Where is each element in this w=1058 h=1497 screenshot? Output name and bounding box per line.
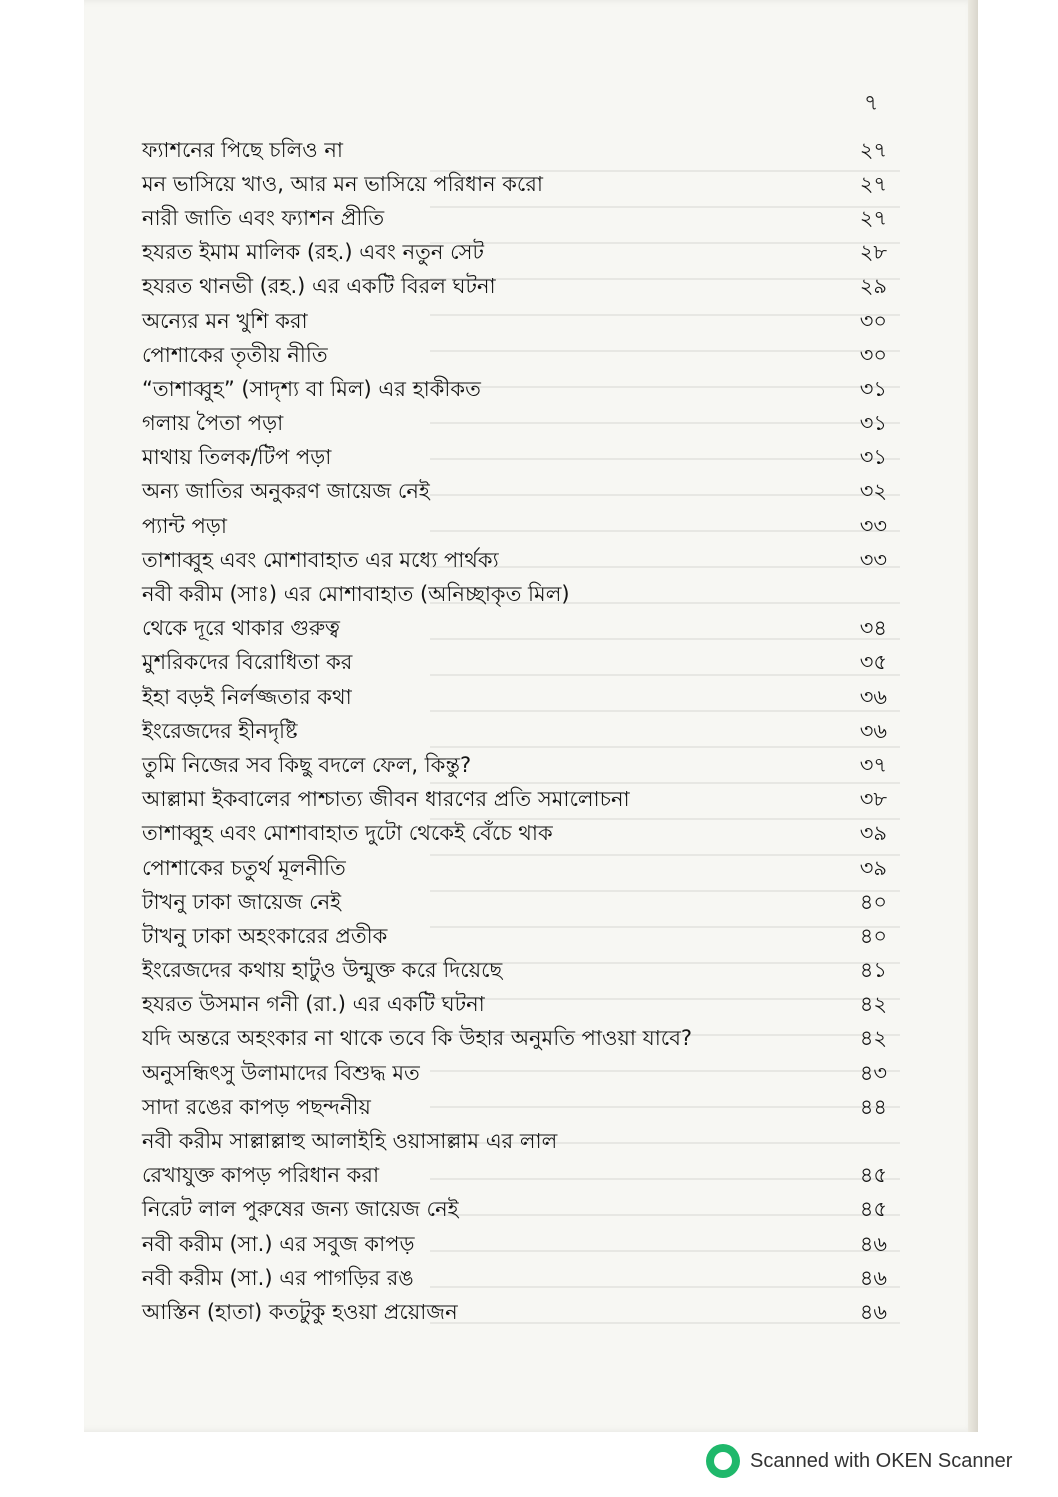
toc-entry-title: রেখাযুক্ত কাপড় পরিধান করা xyxy=(142,1163,380,1188)
toc-entry-title: নারী জাতি এবং ফ্যাশন প্রীতি xyxy=(142,205,385,230)
toc-entry xyxy=(142,749,887,783)
toc-entry-title: নবী করীম সাল্লাল্লাহু আলাইহি ওয়াসাল্লাম এর লাল xyxy=(142,1129,558,1154)
toc-entry-page-number: ৪২ xyxy=(859,992,887,1017)
toc-entry-page-number: ৩৫ xyxy=(859,650,887,675)
oken-scanner-logo-icon xyxy=(706,1444,740,1478)
toc-entry-page-number: ৩৩ xyxy=(859,547,887,572)
toc-entry-page-number: ৪৫ xyxy=(859,1197,887,1222)
toc-entry-title: ইংরেজদের হীনদৃষ্টি xyxy=(142,718,298,743)
toc-entry-page-number: ৩০ xyxy=(859,342,887,367)
toc-entry-title: আস্তিন (হাতা) কতটুকু হওয়া প্রয়োজন xyxy=(142,1299,458,1324)
toc-entry xyxy=(142,1057,887,1091)
toc-entry xyxy=(142,920,887,954)
scanner-watermark xyxy=(706,1444,1012,1478)
toc-entry xyxy=(142,681,887,715)
toc-entry-page-number: ৪০ xyxy=(859,889,887,914)
toc-entry-page-number: ৩৩ xyxy=(859,513,887,538)
toc-entry-title: অন্য জাতির অনুকরণ জায়েজ নেই xyxy=(142,479,430,504)
toc-entry xyxy=(142,1125,887,1159)
toc-entry xyxy=(142,510,887,544)
toc-entry xyxy=(142,408,887,442)
toc-entry-title: হযরত থানভী (রহ.) এর একটি বিরল ঘটনা xyxy=(142,274,496,299)
toc-entry-title: পোশাকের তৃতীয় নীতি xyxy=(142,342,328,367)
toc-entry xyxy=(142,818,887,852)
toc-entry-title: মুশরিকদের বিরোধিতা কর xyxy=(142,650,353,675)
toc-entry xyxy=(142,1160,887,1194)
toc-entry-page-number: ৪৬ xyxy=(859,1299,887,1324)
toc-entry xyxy=(142,715,887,749)
toc-entry-page-number: ৪৩ xyxy=(859,1060,887,1085)
toc-entry-title: হযরত উসমান গনী (রা.) এর একটি ঘটনা xyxy=(142,992,485,1017)
toc-entry-title: ইহা বড়ই নির্লজ্জতার কথা xyxy=(142,684,352,709)
toc-entry xyxy=(142,784,887,818)
toc-entry-title: তুমি নিজের সব কিছু বদলে ফেল, কিন্তু? xyxy=(142,752,472,777)
toc-entry-title: প্যান্ট পড়া xyxy=(142,513,227,538)
toc-entry xyxy=(142,613,887,647)
toc-entry-page-number: ৪২ xyxy=(859,1026,887,1051)
toc-entry-title: মাথায় তিলক/টিপ পড়া xyxy=(142,445,332,470)
toc-entry xyxy=(142,134,887,168)
toc-entry-page-number: ২৭ xyxy=(859,137,887,162)
toc-entry-page-number: ৪৫ xyxy=(859,1163,887,1188)
toc-entry xyxy=(142,373,887,407)
toc-entry-title: মন ভাসিয়ে খাও, আর মন ভাসিয়ে পরিধান করো xyxy=(142,171,544,196)
toc-entry-page-number: ৩৬ xyxy=(859,718,887,743)
toc-entry-page-number: ৩২ xyxy=(859,479,887,504)
toc-entry-page-number: ২৯ xyxy=(859,274,887,299)
toc-entry-page-number: ৪৬ xyxy=(859,1265,887,1290)
table-of-contents xyxy=(142,134,887,1331)
toc-entry-page-number: ৩১ xyxy=(859,445,887,470)
toc-entry-page-number: ৩৬ xyxy=(859,684,887,709)
toc-entry xyxy=(142,886,887,920)
toc-entry-page-number: ৪৬ xyxy=(859,1231,887,1256)
toc-entry-title: নবী করীম (সা.) এর পাগড়ির রঙ xyxy=(142,1265,414,1290)
toc-entry-title: ফ্যাশনের পিছে চলিও না xyxy=(142,137,343,162)
toc-entry-page-number: ৩৯ xyxy=(859,855,887,880)
toc-entry-title: ইংরেজদের কথায় হাটুও উন্মুক্ত করে দিয়েছে xyxy=(142,958,503,983)
toc-entry-title: সাদা রঙের কাপড় পছন্দনীয় xyxy=(142,1094,371,1119)
toc-entry-title: আল্লামা ইকবালের পাশ্চাত্য জীবন ধারণের প্রতি সমালোচনা xyxy=(142,787,630,812)
toc-entry-title: নবী করীম (সাঃ) এর মোশাবাহাত (অনিচ্ছাকৃত মিল) xyxy=(142,582,570,607)
toc-entry-page-number: ৩১ xyxy=(859,376,887,401)
toc-entry xyxy=(142,647,887,681)
toc-entry xyxy=(142,305,887,339)
toc-entry xyxy=(142,271,887,305)
toc-entry xyxy=(142,202,887,236)
toc-entry-page-number: ৩১ xyxy=(859,411,887,436)
toc-entry-page-number: ৩৪ xyxy=(859,616,887,641)
toc-entry xyxy=(142,476,887,510)
toc-entry-page-number: ৩৯ xyxy=(859,821,887,846)
toc-entry-title: অনুসন্ধিৎসু উলামাদের বিশুদ্ধ মত xyxy=(142,1060,420,1085)
toc-entry-page-number: ২৭ xyxy=(859,171,887,196)
toc-entry-title: থেকে দূরে থাকার গুরুত্ব xyxy=(142,616,340,641)
toc-entry xyxy=(142,1262,887,1296)
toc-entry-title: নবী করীম (সা.) এর সবুজ কাপড় xyxy=(142,1231,415,1256)
toc-entry-title: টাখনু ঢাকা জায়েজ নেই xyxy=(142,889,342,914)
scanner-watermark-text: Scanned with OKEN Scanner xyxy=(750,1449,1013,1472)
toc-entry-title: তাশাব্বুহ এবং মোশাবাহাত দুটো থেকেই বেঁচে থাক xyxy=(142,821,553,846)
toc-entry-title: যদি অন্তরে অহংকার না থাকে তবে কি উহার অনুমতি পাওয়া যাবে? xyxy=(142,1026,693,1051)
toc-entry-page-number: ২৮ xyxy=(859,240,887,265)
toc-entry xyxy=(142,578,887,612)
toc-entry xyxy=(142,1228,887,1262)
toc-entry xyxy=(142,989,887,1023)
toc-entry-title: “তাশাব্বুহ” (সাদৃশ্য বা মিল) এর হাকীকত xyxy=(142,376,481,401)
toc-entry xyxy=(142,955,887,989)
toc-entry-page-number: ৪০ xyxy=(859,923,887,948)
toc-entry-page-number: ৩৮ xyxy=(859,787,887,812)
toc-entry-page-number: ৩৭ xyxy=(859,752,887,777)
toc-entry-page-number: ৩০ xyxy=(859,308,887,333)
page-edge-shadow xyxy=(968,0,978,1432)
toc-entry-title: নিরেট লাল পুরুষের জন্য জায়েজ নেই xyxy=(142,1197,459,1222)
toc-entry-page-number: ৪৪ xyxy=(859,1094,887,1119)
toc-entry-page-number: ৪১ xyxy=(859,958,887,983)
toc-entry-title: অন্যের মন খুশি করা xyxy=(142,308,308,333)
toc-entry xyxy=(142,442,887,476)
toc-entry-title: তাশাব্বুহ এবং মোশাবাহাত এর মধ্যে পার্থক্য xyxy=(142,547,499,572)
toc-entry-title: গলায় পৈতা পড়া xyxy=(142,411,284,436)
toc-entry xyxy=(142,1296,887,1330)
toc-entry-page-number: ২৭ xyxy=(859,205,887,230)
toc-entry-title: টাখনু ঢাকা অহংকারের প্রতীক xyxy=(142,923,388,948)
page-number: ৭ xyxy=(864,91,879,116)
toc-entry xyxy=(142,1023,887,1057)
toc-entry xyxy=(142,1091,887,1125)
toc-entry xyxy=(142,237,887,271)
toc-entry xyxy=(142,1194,887,1228)
toc-entry-title: পোশাকের চতুর্থ মূলনীতি xyxy=(142,855,346,880)
toc-entry xyxy=(142,852,887,886)
toc-entry xyxy=(142,168,887,202)
toc-entry-title: হযরত ইমাম মালিক (রহ.) এবং নতুন সেট xyxy=(142,240,484,265)
toc-entry xyxy=(142,339,887,373)
toc-entry xyxy=(142,544,887,578)
